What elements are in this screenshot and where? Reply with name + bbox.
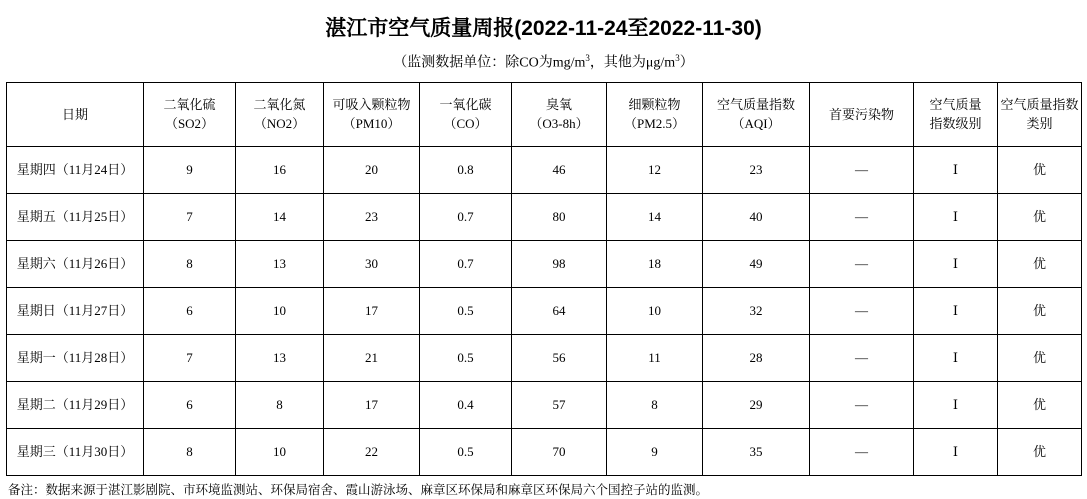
cell-aqi: 32 (703, 287, 810, 334)
column-header-o3-line1: 臭氧 (545, 97, 572, 113)
column-header-pm25 (607, 82, 703, 146)
cell-pm25: 9 (607, 428, 703, 475)
cell-o3: 70 (512, 428, 607, 475)
cell-pm10: 17 (324, 287, 420, 334)
footnote: 备注：数据来源于湛江影剧院、市环境监测站、环保局宿舍、霞山游泳场、麻章区环保局和麻章区环保局六个国控子站的监测。 (8, 482, 709, 497)
units-subtitle-middle: ，其他为μg/m (589, 55, 676, 71)
cell-no2: 10 (236, 287, 324, 334)
cell-o3: 57 (512, 381, 607, 428)
column-header-co-line1: 一氧化碳 (439, 97, 492, 113)
cell-no2: 14 (236, 193, 324, 240)
cell-aqi: 40 (703, 193, 810, 240)
cell-co: 0.5 (420, 287, 512, 334)
cell-pm10: 23 (324, 193, 420, 240)
column-header-o3 (512, 82, 607, 146)
cell-aqi: 23 (703, 146, 810, 193)
cell-aqi-category: 优 (998, 428, 1082, 475)
cell-no2: 10 (236, 428, 324, 475)
cell-so2: 8 (144, 428, 236, 475)
cell-pm10: 30 (324, 240, 420, 287)
column-header-pm25-line2: （PM2.5） (623, 116, 686, 132)
cell-pm25: 12 (607, 146, 703, 193)
cell-aqi-level: Ⅰ (914, 287, 998, 334)
column-header-aqi-category-line1: 空气质量指数 (1000, 97, 1079, 113)
units-subtitle-sup-1: 3 (585, 53, 590, 63)
cell-aqi-category: 优 (998, 146, 1082, 193)
units-subtitle (0, 42, 1087, 82)
table-row (7, 428, 1082, 475)
cell-o3: 98 (512, 240, 607, 287)
cell-primary-pollutant: — (810, 240, 914, 287)
cell-aqi-level: Ⅰ (914, 428, 998, 475)
cell-date: 星期六（11月26日） (7, 240, 144, 287)
cell-date: 星期二（11月29日） (7, 381, 144, 428)
cell-o3: 46 (512, 146, 607, 193)
cell-so2: 7 (144, 334, 236, 381)
cell-date: 星期四（11月24日） (7, 146, 144, 193)
column-header-so2-line1: 二氧化硫 (163, 97, 216, 113)
air-quality-table (6, 82, 1082, 476)
cell-pm10: 20 (324, 146, 420, 193)
column-header-date (7, 82, 144, 146)
cell-primary-pollutant: — (810, 334, 914, 381)
cell-aqi: 35 (703, 428, 810, 475)
cell-pm10: 22 (324, 428, 420, 475)
cell-co: 0.4 (420, 381, 512, 428)
cell-aqi: 29 (703, 381, 810, 428)
column-header-aqi-line1: 空气质量指数 (716, 97, 795, 113)
cell-primary-pollutant: — (810, 146, 914, 193)
table-row (7, 334, 1082, 381)
cell-aqi-level: Ⅰ (914, 193, 998, 240)
cell-aqi-category: 优 (998, 381, 1082, 428)
cell-aqi-level: Ⅰ (914, 240, 998, 287)
column-header-aqi-level-line1: 空气质量 (929, 97, 982, 113)
cell-aqi-category: 优 (998, 193, 1082, 240)
column-header-no2 (236, 82, 324, 146)
cell-aqi-category: 优 (998, 240, 1082, 287)
units-subtitle-suffix: ） (679, 55, 694, 71)
column-header-co (420, 82, 512, 146)
cell-date: 星期五（11月25日） (7, 193, 144, 240)
cell-aqi-level: Ⅰ (914, 146, 998, 193)
cell-no2: 8 (236, 381, 324, 428)
table-row (7, 381, 1082, 428)
cell-so2: 6 (144, 287, 236, 334)
table-row (7, 146, 1082, 193)
cell-aqi-level: Ⅰ (914, 381, 998, 428)
column-header-aqi-category-line2: 类别 (1026, 116, 1053, 132)
cell-o3: 64 (512, 287, 607, 334)
cell-co: 0.7 (420, 240, 512, 287)
column-header-pm10-line2: （PM10） (342, 116, 401, 132)
column-header-aqi-level-line2: 指数级别 (929, 116, 982, 132)
cell-aqi-category: 优 (998, 334, 1082, 381)
column-header-aqi (703, 82, 810, 146)
table-header-row (7, 82, 1082, 146)
cell-no2: 13 (236, 334, 324, 381)
column-header-pm10-line1: 可吸入颗粒物 (332, 97, 411, 113)
page-title: 湛江市空气质量周报(2022-11-24至2022-11-30) (325, 17, 762, 40)
cell-so2: 8 (144, 240, 236, 287)
cell-o3: 56 (512, 334, 607, 381)
cell-o3: 80 (512, 193, 607, 240)
column-header-primary-pollutant (810, 82, 914, 146)
cell-primary-pollutant: — (810, 287, 914, 334)
cell-aqi-level: Ⅰ (914, 334, 998, 381)
cell-pm25: 10 (607, 287, 703, 334)
column-header-aqi-line2: （AQI） (731, 116, 781, 132)
column-header-so2-line2: （SO2） (164, 116, 215, 132)
column-header-pm25-line1: 细颗粒物 (628, 97, 681, 113)
cell-pm25: 18 (607, 240, 703, 287)
column-header-o3-line2: （O3-8h） (529, 116, 589, 132)
units-subtitle-sup-2: 3 (675, 53, 680, 63)
cell-pm10: 21 (324, 334, 420, 381)
column-header-so2 (144, 82, 236, 146)
cell-date: 星期一（11月28日） (7, 334, 144, 381)
table-row (7, 193, 1082, 240)
table-row (7, 240, 1082, 287)
cell-so2: 6 (144, 381, 236, 428)
cell-no2: 13 (236, 240, 324, 287)
column-header-pm10 (324, 82, 420, 146)
cell-pm25: 14 (607, 193, 703, 240)
cell-no2: 16 (236, 146, 324, 193)
cell-co: 0.8 (420, 146, 512, 193)
cell-aqi-category: 优 (998, 287, 1082, 334)
cell-primary-pollutant: — (810, 428, 914, 475)
cell-date: 星期日（11月27日） (7, 287, 144, 334)
cell-co: 0.5 (420, 334, 512, 381)
cell-pm10: 17 (324, 381, 420, 428)
column-header-no2-line2: （NO2） (253, 116, 306, 132)
units-subtitle-prefix: （监测数据单位：除CO为mg/m (393, 55, 586, 71)
cell-so2: 9 (144, 146, 236, 193)
cell-primary-pollutant: — (810, 193, 914, 240)
cell-co: 0.5 (420, 428, 512, 475)
cell-pm25: 11 (607, 334, 703, 381)
cell-pm25: 8 (607, 381, 703, 428)
column-header-primary-pollutant-line1: 首要污染物 (828, 106, 894, 122)
cell-primary-pollutant: — (810, 381, 914, 428)
column-header-date-line1: 日期 (61, 106, 88, 122)
table-row (7, 287, 1082, 334)
cell-date: 星期三（11月30日） (7, 428, 144, 475)
cell-aqi: 28 (703, 334, 810, 381)
column-header-co-line2: （CO） (443, 116, 488, 132)
column-header-no2-line1: 二氧化氮 (253, 97, 306, 113)
column-header-aqi-category (998, 82, 1082, 146)
cell-co: 0.7 (420, 193, 512, 240)
cell-so2: 7 (144, 193, 236, 240)
column-header-aqi-level (914, 82, 998, 146)
cell-aqi: 49 (703, 240, 810, 287)
